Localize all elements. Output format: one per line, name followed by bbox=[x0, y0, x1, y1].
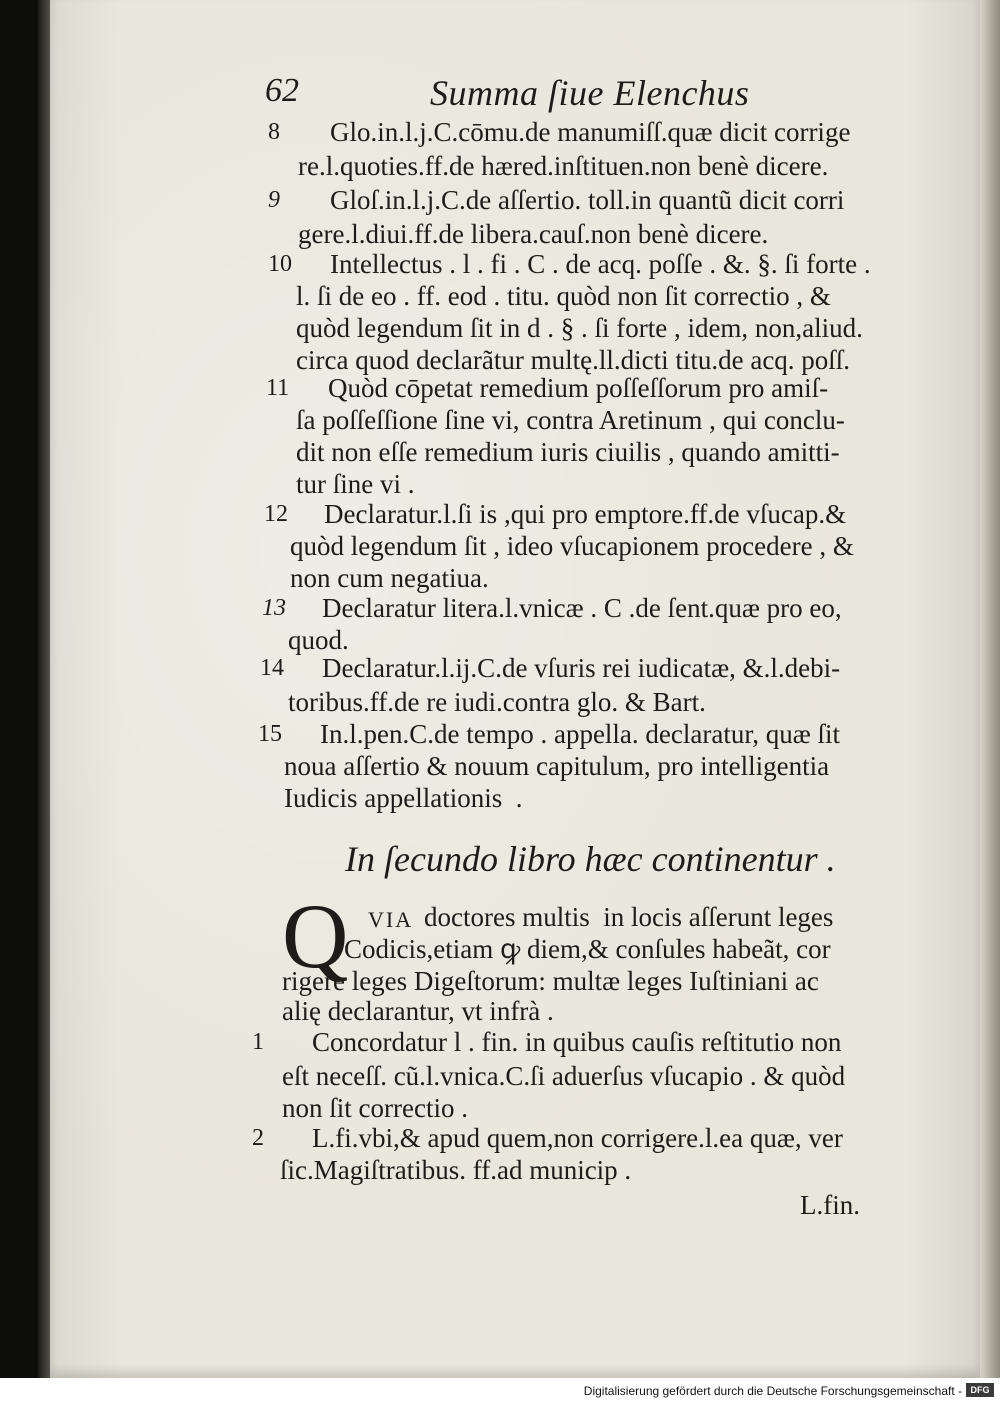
entry-line: dit non eſſe remedium iuris ciuilis , quando amitti- bbox=[296, 437, 840, 467]
entry-line: ſic.Magiſtratibus. ff.ad municip . bbox=[280, 1155, 632, 1185]
entry-line: circa quod declarãtur multę.ll.dicti titu.de acq. poſſ. bbox=[296, 345, 851, 375]
entry-line: quòd legendum ſit in d . § . ſi forte , idem, non,aliud. bbox=[296, 313, 863, 343]
entry-line: non cum negatiua. bbox=[290, 563, 489, 593]
entry-line: Concordatur l . fin. in quibus cauſis reſtitutio non bbox=[312, 1027, 842, 1057]
entry-number: 15 bbox=[258, 721, 282, 747]
entry-line: Iudicis appellationis . bbox=[284, 783, 523, 813]
intro-line: Codicis,etiam ꝙ diem,& conſules habeãt, cor bbox=[344, 934, 831, 964]
page-edge bbox=[980, 0, 1000, 1378]
intro-line: alię declarantur, vt infrà . bbox=[282, 996, 554, 1026]
entry-number: 14 bbox=[260, 655, 284, 681]
entry-line: Quòd cōpetat remedium poſſeſſorum pro amiſ- bbox=[328, 373, 829, 403]
intro-line: doctores multis in locis aſſerunt leges bbox=[424, 902, 834, 932]
entry-number: 12 bbox=[264, 501, 288, 527]
entry-line: Declaratur.l.ij.C.de vſuris rei iudicatæ, &.l.debi- bbox=[322, 653, 841, 683]
entry-line: re.l.quoties.ff.de hæred.inſtituen.non benè dicere. bbox=[298, 151, 829, 181]
entry-line: Declaratur litera.l.vnicæ . C .de ſent.quæ pro eo, bbox=[322, 593, 842, 623]
entry-line: In.l.pen.C.de tempo . appella. declaratur, quæ ſit bbox=[320, 719, 841, 749]
drop-cap: Q bbox=[282, 885, 349, 987]
entry-line: Gloſ.in.l.j.C.de aſſertio. toll.in quantũ dicit corri bbox=[330, 185, 845, 215]
page-number: 62 bbox=[265, 72, 299, 109]
section-heading: In ſecundo libro hæc continentur . bbox=[345, 839, 836, 879]
page-header bbox=[265, 72, 885, 122]
entry-number: 1 bbox=[252, 1029, 264, 1055]
entry-line: quòd legendum ſit , ideo vſucapionem procedere , & bbox=[290, 531, 854, 561]
entry-line: Glo.in.l.j.C.cōmu.de manumiſſ.quæ dicit corrige bbox=[330, 117, 851, 147]
entry-line: tur ſine vi . bbox=[296, 469, 415, 499]
entry-number: 9 bbox=[268, 187, 280, 213]
entry-line: gere.l.diui.ff.de libera.cauſ.non benè dicere. bbox=[298, 219, 769, 249]
entry-number: 2 bbox=[252, 1125, 264, 1151]
entry-line: ſa poſſeſſione ſine vi, contra Aretinum , qui conclu- bbox=[296, 405, 845, 435]
entry-number: 11 bbox=[266, 375, 290, 401]
entry-line: Intellectus . l . fi . C . de acq. poſſe . &. §. ſi forte . bbox=[330, 249, 871, 279]
entry-line: non ſit correctio . bbox=[282, 1093, 468, 1123]
dfg-logo: DFG bbox=[966, 1383, 994, 1397]
entry-line: L.fi.vbi,& apud quem,non corrigere.l.ea quæ, ver bbox=[312, 1123, 843, 1153]
entry-line: quod. bbox=[288, 625, 349, 655]
entry-number: 13 bbox=[262, 595, 286, 621]
entry-number: 10 bbox=[268, 251, 292, 277]
entry-line: toribus.ff.de re iudi.contra glo. & Bart. bbox=[288, 687, 706, 717]
intro-line: rigere leges Digeſtorum: multæ leges Iuſtiniani ac bbox=[282, 966, 819, 996]
running-title: Summa ſiue Elenchus bbox=[430, 73, 750, 113]
entry-line: l. ſi de eo . ff. eod . titu. quòd non ſit correctio , & bbox=[296, 281, 831, 311]
catchword: L.fin. bbox=[800, 1190, 860, 1220]
entry-line: eſt neceſſ. cũ.l.vnica.C.ſi aduerſus vſucapio . & quòd bbox=[282, 1061, 846, 1091]
entry-number: 8 bbox=[268, 119, 280, 145]
funding-credit: Digitalisierung gefördert durch die Deutsche Forschungsgemeinschaft - bbox=[583, 1384, 962, 1398]
entry-line: noua aſſertio & nouum capitulum, pro intelligentia bbox=[284, 751, 830, 781]
entry-line: Declaratur.l.ſi is ,qui pro emptore.ff.de vſucap.& bbox=[324, 499, 847, 529]
intro-first-word: VIA bbox=[368, 907, 414, 932]
